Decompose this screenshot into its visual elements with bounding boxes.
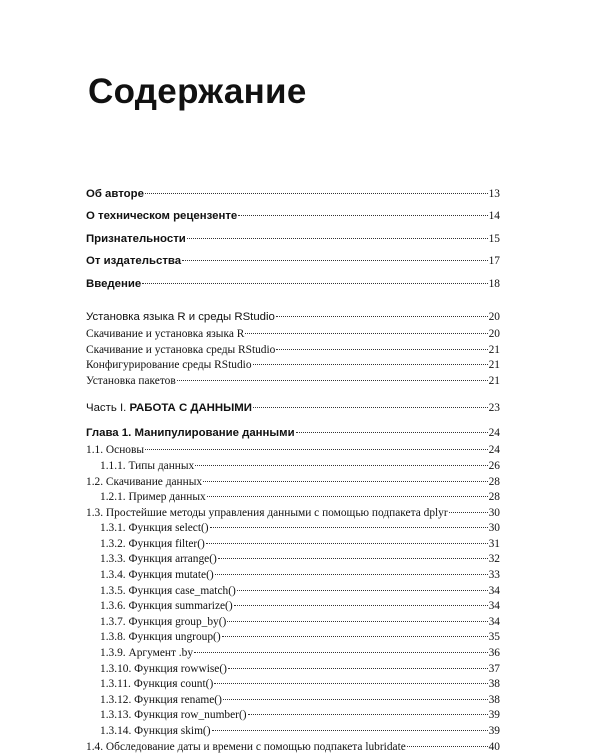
- toc-entry-chapter-item[interactable]: [86, 724, 500, 740]
- toc-entry-page: 28: [488, 491, 500, 504]
- toc-entry-front-1[interactable]: [86, 205, 500, 227]
- toc-entry-part-1[interactable]: [86, 398, 500, 418]
- toc-entry-page: 38: [488, 693, 500, 706]
- dot-leader: [212, 730, 488, 731]
- toc-entry-front-0[interactable]: [86, 183, 500, 205]
- toc-entry-label: 1.3.5. Функция case_match(): [100, 584, 236, 597]
- toc-entry-label: О техническом рецензенте: [86, 210, 238, 223]
- toc-entry-page: 28: [488, 475, 500, 488]
- toc-entry-label: 1.3.2. Функция filter(): [100, 537, 205, 550]
- toc-entry-label: 1.3.7. Функция group_by(): [100, 615, 227, 628]
- toc-entry-label: 1.3. Простейшие методы управления данными с помощью подпакета dplyr: [86, 506, 448, 519]
- toc-entry-page: 24: [488, 444, 500, 457]
- toc-entry-front-3[interactable]: [86, 250, 500, 272]
- toc-entry-chapter-item[interactable]: [86, 646, 500, 662]
- chapter-1-items-list: [86, 443, 500, 755]
- toc-entry-page: 17: [488, 255, 500, 268]
- front-matter-list: [86, 183, 500, 295]
- toc-entry-label: 1.2.1. Пример данных: [100, 491, 206, 504]
- dot-leader: [234, 605, 488, 606]
- toc-entry-page: 34: [488, 600, 500, 613]
- dot-leader: [253, 407, 488, 408]
- dot-leader: [245, 333, 487, 334]
- dot-leader: [194, 652, 488, 653]
- toc-entry-install-item[interactable]: [86, 327, 500, 343]
- dot-leader: [276, 349, 487, 350]
- toc-entry-label: 1.3.4. Функция mutate(): [100, 569, 214, 582]
- part-name: РАБОТА С ДАННЫМИ: [129, 402, 252, 415]
- toc-entry-page: 26: [488, 459, 500, 472]
- toc-entry-install-item[interactable]: [86, 343, 500, 359]
- toc-entry-label: Конфигурирование среды RStudio: [86, 359, 252, 372]
- dot-leader: [248, 714, 488, 715]
- toc-entry-label: 1.3.6. Функция summarize(): [100, 600, 233, 613]
- toc-entry-label: 1.3.12. Функция rename(): [100, 693, 222, 706]
- dot-leader: [187, 238, 488, 239]
- toc-entry-page: 39: [488, 709, 500, 722]
- toc-entry-page: 15: [488, 232, 500, 245]
- toc-entry-page: 21: [488, 343, 500, 356]
- dot-leader: [145, 193, 488, 194]
- dot-leader: [145, 449, 488, 450]
- dot-leader: [207, 496, 488, 497]
- toc-entry-chapter-item[interactable]: [86, 552, 500, 568]
- toc-entry-label: 1.3.1. Функция select(): [100, 522, 209, 535]
- toc-entry-page: 13: [488, 188, 500, 200]
- toc-entry-label: 1.3.8. Функция ungroup(): [100, 631, 221, 644]
- toc-entry-page: 21: [488, 374, 500, 387]
- toc-entry-chapter-item[interactable]: [86, 475, 500, 491]
- toc-entry-label: Признательности: [86, 232, 186, 245]
- dot-leader: [223, 699, 488, 700]
- toc-entry-chapter-item[interactable]: [86, 615, 500, 631]
- toc-entry-chapter-item[interactable]: [86, 521, 500, 537]
- toc-entry-chapter-item[interactable]: [86, 568, 500, 584]
- dot-leader: [177, 380, 488, 381]
- dot-leader: [276, 316, 488, 317]
- toc-entry-chapter-1[interactable]: [86, 423, 500, 443]
- toc-entry-page: 39: [488, 725, 500, 738]
- toc-entry-front-4[interactable]: [86, 273, 500, 295]
- install-items-list: [86, 327, 500, 389]
- dot-leader: [227, 621, 487, 622]
- toc-entry-chapter-item[interactable]: [86, 537, 500, 553]
- dot-leader: [237, 590, 488, 591]
- toc-entry-label: 1.3.10. Функция rowwise(): [100, 662, 227, 675]
- toc-entry-label: Скачивание и установка среды RStudio: [86, 343, 276, 356]
- dot-leader: [218, 558, 488, 559]
- toc-entry-label: [86, 398, 252, 418]
- toc-entry-page: 20: [488, 327, 500, 340]
- toc-entry-label: 1.3.3. Функция arrange(): [100, 553, 217, 566]
- toc-entry-page: 33: [488, 569, 500, 582]
- toc-entry-front-2[interactable]: [86, 228, 500, 250]
- toc-entry-label: 1.3.9. Аргумент .by: [100, 647, 194, 660]
- dot-leader: [214, 683, 487, 684]
- toc-entry-label: Глава 1. Манипулирование данными: [86, 427, 295, 440]
- toc-entry-page: 23: [488, 402, 500, 415]
- toc-entry-page: 35: [488, 631, 500, 644]
- toc-entry-label: 1.3.13. Функция row_number(): [100, 709, 247, 722]
- toc-entry-page: 18: [488, 277, 500, 290]
- toc-entry-page: 31: [488, 537, 500, 550]
- dot-leader: [253, 364, 488, 365]
- dot-leader: [206, 543, 488, 544]
- toc-entry-page: 34: [488, 615, 500, 628]
- dot-leader: [203, 481, 488, 482]
- toc-entry-chapter-item[interactable]: [86, 708, 500, 724]
- dot-leader: [195, 465, 487, 466]
- toc-entry-chapter-item[interactable]: [86, 662, 500, 678]
- toc-entry-label: Скачивание и установка языка R: [86, 327, 245, 340]
- toc-entry-label: Об авторе: [86, 188, 144, 200]
- table-of-contents: [86, 183, 500, 755]
- toc-entry-chapter-item[interactable]: [86, 490, 500, 506]
- toc-entry-page: 21: [488, 359, 500, 372]
- toc-entry-chapter-item[interactable]: [86, 677, 500, 693]
- toc-entry-label: 1.2. Скачивание данных: [86, 475, 203, 488]
- toc-entry-page: 32: [488, 553, 500, 566]
- toc-entry-label: От издательства: [86, 255, 182, 268]
- toc-entry-label: 1.1.1. Типы данных: [100, 459, 195, 472]
- dot-leader: [407, 746, 488, 747]
- toc-entry-label: 1.1. Основы: [86, 444, 145, 457]
- toc-entry-install-item[interactable]: [86, 374, 500, 390]
- dot-leader: [215, 574, 488, 575]
- toc-entry-page: 40: [488, 740, 500, 753]
- toc-entry-chapter-item[interactable]: [86, 584, 500, 600]
- toc-entry-label: 1.3.11. Функция count(): [100, 678, 214, 691]
- toc-entry-install-item[interactable]: [86, 358, 500, 374]
- toc-entry-chapter-item[interactable]: [86, 630, 500, 646]
- toc-entry-label: 1.4. Обследование даты и времени с помощью подпакета lubridate: [86, 740, 406, 753]
- dot-leader: [449, 512, 488, 513]
- toc-entry-page: 30: [488, 522, 500, 535]
- toc-entry-page: 38: [488, 678, 500, 691]
- toc-entry-chapter-item[interactable]: [86, 459, 500, 475]
- toc-entry-label: Введение: [86, 277, 142, 290]
- dot-leader: [182, 260, 488, 261]
- toc-entry-page: 34: [488, 584, 500, 597]
- toc-entry-page: 14: [488, 210, 500, 223]
- toc-entry-page: 36: [488, 647, 500, 660]
- part-prefix: Часть I.: [86, 402, 127, 415]
- toc-entry-page: 24: [488, 427, 500, 440]
- page-title: Содержание: [88, 72, 307, 111]
- toc-entry-label: Установка пакетов: [86, 374, 176, 387]
- toc-entry-chapter-item[interactable]: [86, 506, 500, 522]
- dot-leader: [228, 668, 488, 669]
- toc-entry-label: Установка языка R и среды RStudio: [86, 310, 275, 323]
- dot-leader: [222, 636, 488, 637]
- toc-entry-page: 37: [488, 662, 500, 675]
- dot-leader: [142, 283, 487, 284]
- toc-entry-chapter-item[interactable]: [86, 693, 500, 709]
- dot-leader: [238, 215, 487, 216]
- toc-entry-chapter-item[interactable]: [86, 740, 500, 755]
- toc-entry-page: 30: [488, 506, 500, 519]
- dot-leader: [296, 432, 488, 433]
- toc-entry-chapter-item[interactable]: [86, 599, 500, 615]
- toc-entry-install[interactable]: [86, 308, 500, 327]
- toc-entry-chapter-item[interactable]: [86, 443, 500, 459]
- toc-entry-page: 20: [488, 310, 500, 323]
- toc-entry-label: 1.3.14. Функция skim(): [100, 725, 211, 738]
- dot-leader: [210, 527, 488, 528]
